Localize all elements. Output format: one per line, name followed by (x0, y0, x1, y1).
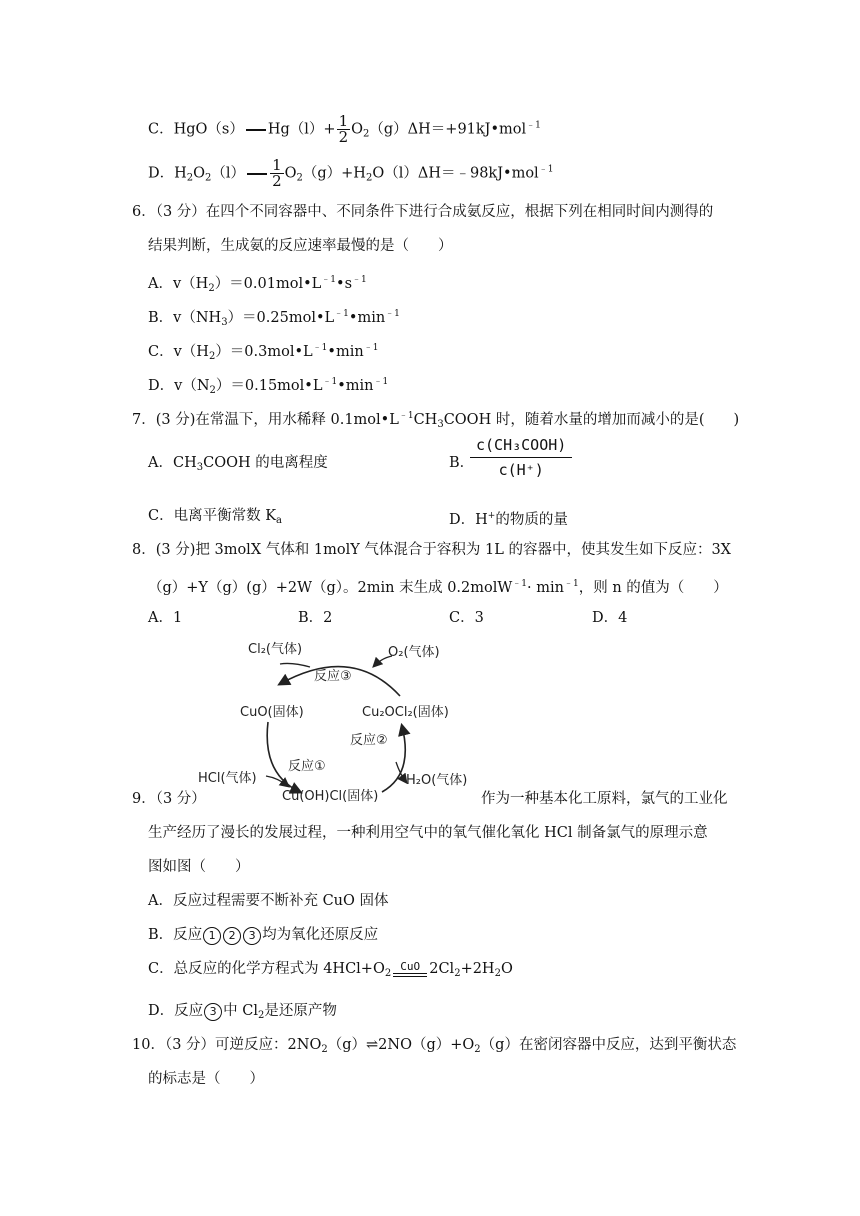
label-reaction-2: 反应② (350, 733, 388, 748)
q9-stem-line3: 图如图（ ） (148, 859, 250, 875)
label-reaction-1: 反应① (288, 759, 326, 774)
q6-option-b: B．$v(NH_3)=0.25mol•L^{﹣1}•\min^{﹣1}$ (148, 309, 400, 328)
q7-option-c: C．电离平衡常数 $K_a$ (148, 508, 283, 526)
q7-option-b-label: B． (449, 455, 475, 471)
q7-option-d: D．H+的物质的量 (449, 511, 568, 528)
q9-option-a: A．反应过程需要不断补充 CuO 固体 (148, 893, 389, 909)
label-cuo-solid: CuO(固体) (240, 705, 304, 720)
q7-option-a: A．$CH_3COOH$ 的电离程度 (148, 455, 328, 473)
q9-label: 9．（3 分） (132, 791, 206, 807)
q7-option-b-fraction: c(CH₃COOH) c(H⁺) (470, 436, 572, 479)
fraction-one-half: $\frac{1}{2}$ (272, 156, 282, 190)
q10-stem-line2: 的标志是（ ） (148, 1071, 264, 1087)
q5-option-d: D．$H_2O_2(l)$ $\frac{1}{2}$ $O_2(g)+H_2O(l)\Delta H=﹣98kJ•mol^{﹣1}$ (148, 156, 554, 190)
label-reaction-3: 反应③ (314, 669, 352, 684)
q6-option-a: A．$v(H_2)=0.01mol•L^{﹣1}•s^{﹣1}$ (148, 275, 367, 294)
label-cu2ocl2-solid: Cu₂OCl₂(固体) (362, 705, 449, 720)
q8-option-a: A．1 (148, 610, 183, 626)
circled-number: 2 (223, 927, 241, 945)
catalyst-equals-sign: CuO (393, 961, 427, 977)
label-cl2-gas: Cl₂(气体) (248, 642, 303, 657)
cl2-output-arrow (280, 663, 310, 667)
q9-option-b: B．反应 1 2 3 均为氧化还原反应 (148, 927, 379, 943)
q9-stem-line1: 作为一种基本化工原料，氯气的工业化 (481, 791, 728, 807)
q8-option-b: B．2 (298, 610, 333, 626)
reaction-cycle-diagram (192, 634, 492, 809)
reaction-line (247, 173, 267, 175)
q6-stem-line1: 6．（3 分）在四个不同容器中、不同条件下进行合成氨反应，根据下列在相同时间内测得的 (132, 204, 714, 220)
arc-reaction-1 (267, 722, 300, 792)
q9-option-c: C．总反应的化学方程式为 $4HCl+O_2$ CuO $2Cl_2+2H_2O$ (148, 960, 513, 979)
q8-option-c: C．3 (449, 610, 484, 626)
reaction-line (246, 129, 266, 131)
q10-stem-line1: 10．（3 分）可逆反应：$2NO_2(g)\rightleftharpoons 2NO(g)+O_2(g)$在密闭容器中反应，达到平衡状态 (132, 1037, 737, 1055)
q9-stem-line2: 生产经历了漫长的发展过程，一种利用空气中的氧气催化氧化 HCl 制备氯气的原理示意 (148, 825, 708, 841)
q6-option-d: D．$v(N_2)=0.15mol•L^{﹣1}•\min^{﹣1}$ (148, 377, 389, 396)
label-hcl-gas: HCl(气体) (198, 771, 257, 786)
q7-stem: 7．(3 分)在常温下，用水稀释 $0.1mol•L^{﹣1}CH_3COOH$ 时，随着水量的增加而减小的是( ) (132, 411, 740, 430)
circled-number: 3 (243, 927, 261, 945)
q8-option-d: D．4 (592, 610, 628, 626)
q5-option-c: C．HgO（s） Hg（l）+ $\frac{1}{2}$ $O_2(g)\Delta H=+91kJ•mol^{﹣1}$ (148, 112, 541, 146)
q9-option-d: D．反应 3 中 $Cl_2$是还原产物 (148, 1003, 337, 1021)
q6-option-c: C．$v(H_2)=0.3mol•L^{﹣1}•\min^{﹣1}$ (148, 343, 379, 362)
circled-number: 1 (203, 927, 221, 945)
circled-number: 3 (204, 1003, 222, 1021)
q8-stem-line2: （g）+Y（g）(g）+2W（g）。2min 末生成 0.2molW$^{﹣1}$· $\min^{﹣1}$，则 n 的值为（ ） (148, 579, 728, 596)
label-cuohcl-solid: Cu(OH)Cl(固体) (282, 789, 379, 804)
label-h2o-gas: H₂O(气体) (406, 773, 468, 788)
fraction-one-half: $\frac{1}{2}$ (338, 112, 349, 146)
q8-stem-line1: 8．(3 分)把 3molX 气体和 1molY 气体混合于容积为 1L 的容器中，使其发生如下反应：3X (132, 542, 732, 558)
q6-stem-line2: 结果判断，生成氨的反应速率最慢的是（ ） (148, 238, 453, 254)
label-o2-gas: O₂(气体) (388, 645, 440, 660)
